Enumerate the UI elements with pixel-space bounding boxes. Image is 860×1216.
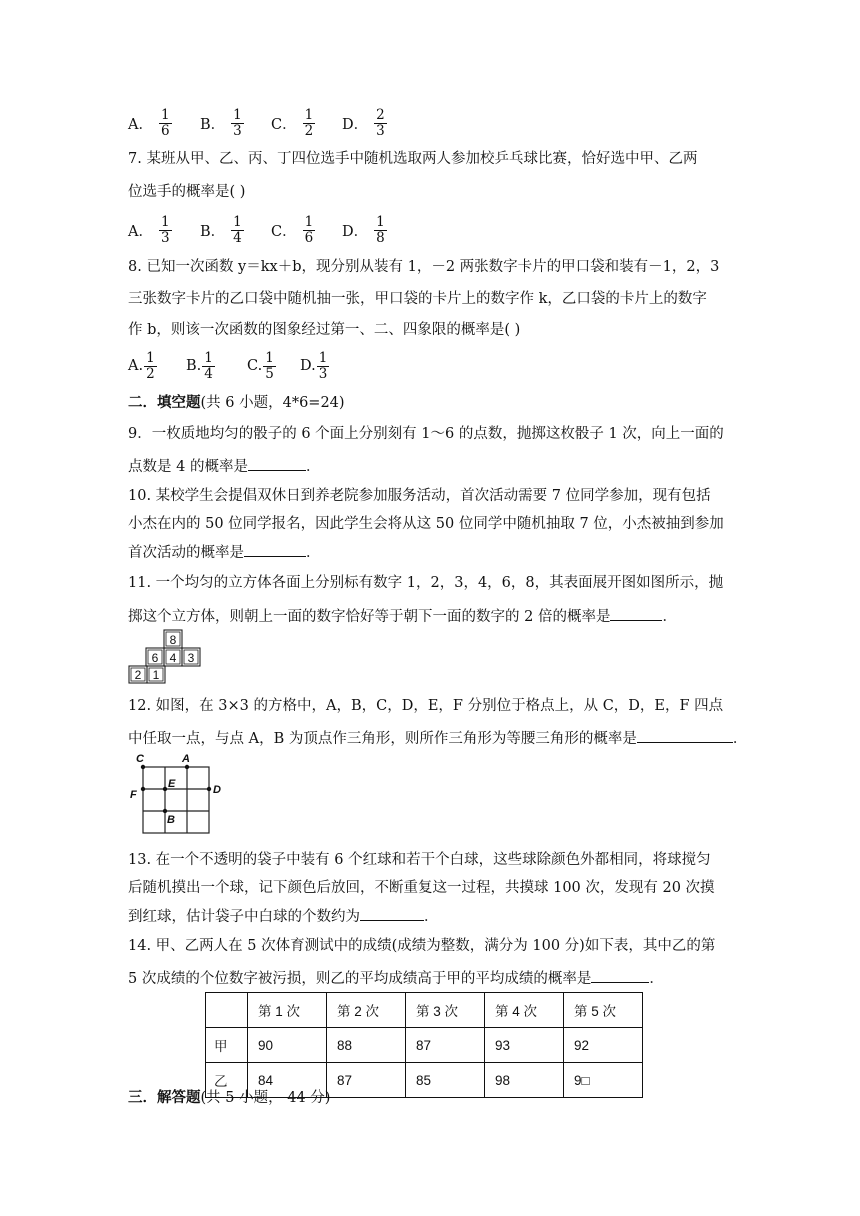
fraction: $\frac{1}{2}$ (304, 106, 314, 139)
grid-figure (128, 750, 228, 838)
q13-line2: 后随机摸出一个球，记下颜色后放回，不断重复这一过程，共摸球 100 次，发现有 20 次摸 (128, 880, 715, 896)
q9-line1: 9．一枚质地均匀的骰子的 6 个面上分别刻有 1～6 的点数，抛掷这枚骰子 1 次，向上一面的 (128, 426, 724, 442)
q10-line2: 小杰在内的 50 位同学报名，因此学生会将从这 50 位同学中随机抽取 7 位，小杰被抽到参加 (128, 516, 724, 532)
q12-line1: 12. 如图，在 3×3 的方格中，A，B，C，D，E，F 分别位于格点上，从 C，D，E，F 四点 (128, 698, 724, 714)
q13-line3: 到红球，估计袋子中白球的个数约为 ． (128, 906, 439, 926)
cube-net-figure (128, 628, 202, 684)
option-b: B. $\frac{1}{4}$ (186, 349, 213, 382)
answer-blank[interactable] (244, 542, 306, 557)
fraction: $\frac{1}{3}$ (233, 106, 242, 139)
table-cell: 85 (406, 1063, 485, 1098)
label-c: C (136, 753, 144, 765)
table-header-cell: 第 2 次 (327, 993, 406, 1028)
answer-blank[interactable] (591, 968, 649, 983)
row-label: 甲 (206, 1028, 248, 1063)
table-header-cell: 第 3 次 (406, 993, 485, 1028)
table-cell: 92 (564, 1028, 643, 1063)
net-digit: 1 (152, 668, 160, 682)
q8-line1: 8. 已知一次函数 y＝kx＋b，现分别从装有 1，－2 两张数字卡片的甲口袋和装有－1，2，3 (128, 259, 720, 275)
q12-line2: 中任取一点，与点 A，B 为顶点作三角形，则所作三角形为等腰三角形的概率是 ． (128, 728, 747, 748)
section-2-heading (128, 394, 345, 412)
q11-line2: 掷这个立方体，则朝上一面的数字恰好等于朝下一面的数字的 2 倍的概率是 ． (128, 606, 677, 626)
point-d (207, 787, 211, 791)
q13-line1: 13. 在一个不透明的袋子中装有 6 个红球和若干个白球，这些球除颜色外都相同，将球搅匀 (128, 852, 711, 868)
q8-line3: 作 b，则该一次函数的图象经过第一、二、四象限的概率是( ) (128, 322, 521, 338)
section-title: 三．解答题 (128, 1089, 201, 1106)
net-digit: 6 (151, 651, 159, 665)
label-f: F (130, 789, 137, 801)
option-a: A． $\frac{1}{3}$ (128, 213, 170, 246)
net-digit: 2 (134, 668, 142, 682)
q10-line3: 首次活动的概率是 ． (128, 542, 321, 562)
answer-blank[interactable] (360, 906, 424, 921)
option-c: C． $\frac{1}{2}$ (271, 106, 314, 139)
row-label: 乙 (206, 1063, 248, 1098)
point-e (163, 787, 167, 791)
table-header-cell: 第 5 次 (564, 993, 643, 1028)
option-d: D. $\frac{1}{3}$ (300, 349, 328, 382)
table-cell: 90 (248, 1028, 327, 1063)
answer-blank[interactable] (637, 728, 733, 743)
option-b: B． $\frac{1}{3}$ (200, 106, 242, 139)
net-digit: 3 (187, 651, 195, 665)
fraction: $\frac{1}{4}$ (233, 213, 242, 246)
table-header-cell: 第 4 次 (485, 993, 564, 1028)
q14-line2: 5 次成绩的个位数字被污损，则乙的平均成绩高于甲的平均成绩的概率是 ． (128, 968, 664, 988)
fraction: $\frac{2}{3}$ (376, 106, 385, 139)
option-a: A. $\frac{1}{2}$ (128, 349, 155, 382)
section-3-heading (128, 1089, 330, 1107)
table-header-cell: 第 1 次 (248, 993, 327, 1028)
q7-line2: 位选手的概率是( ) (128, 184, 246, 200)
table-cell: 98 (485, 1063, 564, 1098)
q7-line1: 7. 某班从甲、乙、丙、丁四位选手中随机选取两人参加校乒乓球比赛，恰好选中甲、乙两 (128, 151, 698, 167)
q9-line2: 点数是 4 的概率是 ． (128, 456, 320, 476)
fraction: $\frac{1}{6}$ (160, 106, 170, 139)
label-b: B (167, 814, 175, 826)
table-cell: 87 (406, 1028, 485, 1063)
score-table (205, 992, 643, 1098)
q14-line1: 14. 甲、乙两人在 5 次体育测试中的成绩(成绩为整数，满分为 100 分)如下表，其中乙的第 (128, 938, 716, 954)
option-d: D． $\frac{2}{3}$ (342, 106, 385, 139)
table-header-row (206, 993, 643, 1028)
label-e: E (168, 778, 176, 790)
point-f (141, 787, 145, 791)
fraction: $\frac{1}{5}$ (265, 349, 274, 382)
fraction: $\frac{1}{6}$ (304, 213, 314, 246)
fraction: $\frac{1}{3}$ (318, 349, 328, 382)
point-a (185, 765, 189, 769)
q10-line1: 10. 某校学生会提倡双休日到养老院参加服务活动，首次活动需要 7 位同学参加，现有包括 (128, 488, 711, 504)
answer-blank[interactable] (248, 456, 306, 471)
point-c (141, 765, 145, 769)
label-d: D (213, 784, 221, 796)
fraction: $\frac{1}{3}$ (160, 213, 170, 246)
label-a: A (182, 753, 190, 765)
fraction: $\frac{1}{8}$ (376, 213, 385, 246)
option-a: A． $\frac{1}{6}$ (128, 106, 170, 139)
point-b (163, 809, 167, 813)
table-cell (206, 993, 248, 1028)
fraction: $\frac{1}{4}$ (204, 349, 213, 382)
fraction: $\frac{1}{2}$ (146, 349, 155, 382)
q11-line1: 11. 一个均匀的立方体各面上分别标有数字 1，2，3，4，6，8，其表面展开图如图所示，抛 (128, 575, 724, 591)
option-c: C. $\frac{1}{5}$ (247, 349, 274, 382)
option-b: B． $\frac{1}{4}$ (200, 213, 242, 246)
table-cell: 87 (327, 1063, 406, 1098)
section-note: (共 5 小题， 44 分) (200, 1090, 331, 1106)
section-note: (共 6 小题，4*6=24) (200, 395, 345, 411)
option-d: D． $\frac{1}{8}$ (342, 213, 385, 246)
table-row (206, 1028, 643, 1063)
table-cell: 93 (485, 1028, 564, 1063)
net-digit: 8 (169, 633, 177, 647)
answer-blank[interactable] (610, 606, 662, 621)
table-cell: 84 (248, 1063, 327, 1098)
option-c: C． $\frac{1}{6}$ (271, 213, 314, 246)
net-digit: 4 (169, 651, 177, 665)
section-title: 二．填空题 (128, 394, 201, 411)
table-cell: 88 (327, 1028, 406, 1063)
q8-line2: 三张数字卡片的乙口袋中随机抽一张，甲口袋的卡片上的数字作 k，乙口袋的卡片上的数字 (128, 291, 707, 307)
table-cell: 9□ (564, 1063, 643, 1098)
